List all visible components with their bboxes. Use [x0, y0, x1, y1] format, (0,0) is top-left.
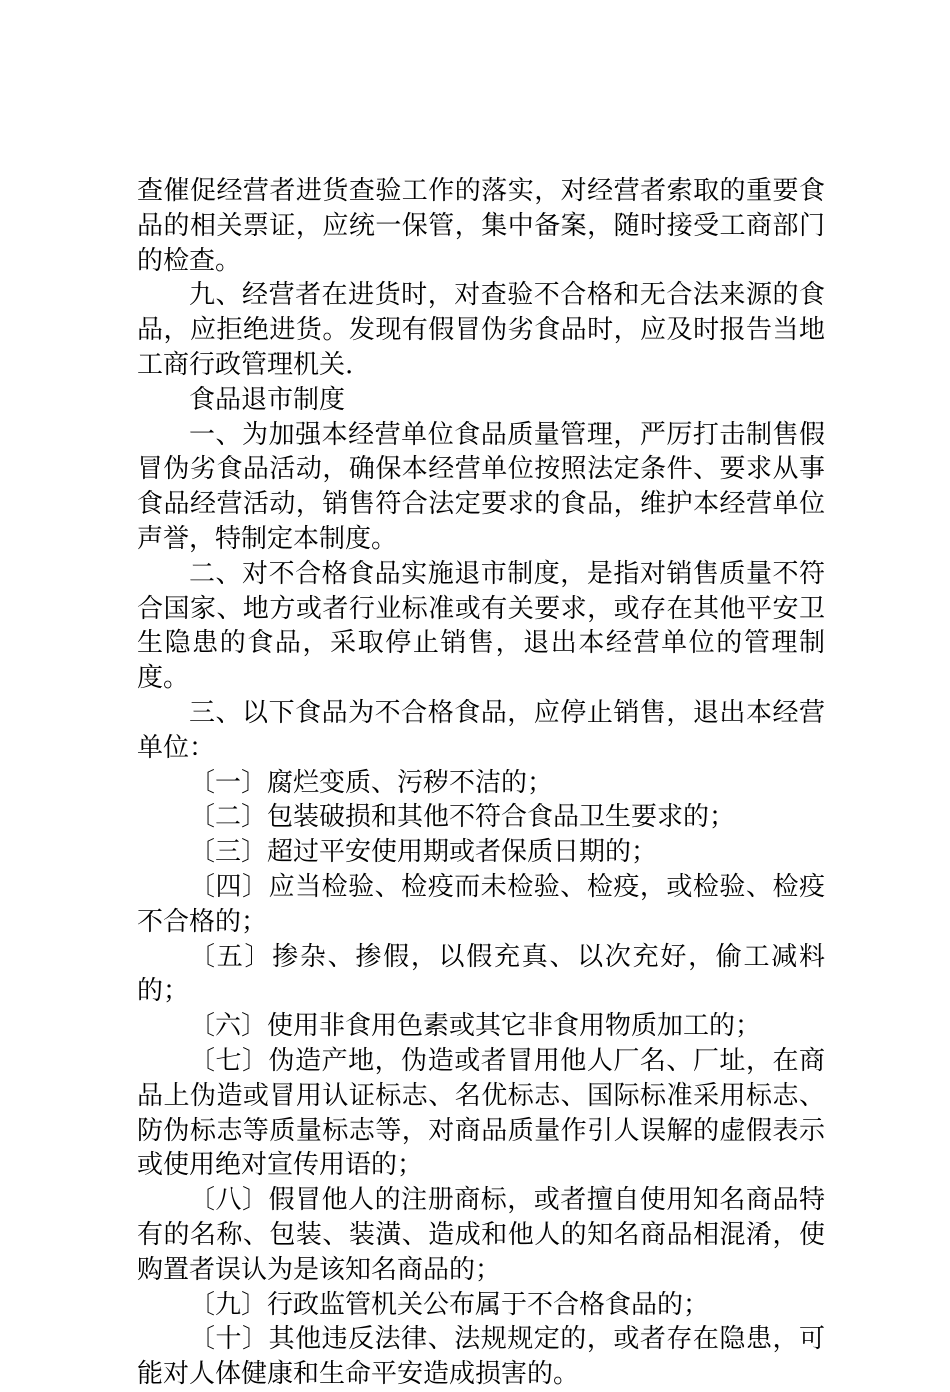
paragraph-clause-2: 二、对不合格食品实施退市制度，是指对销售质量不符合国家、地方或者行业标准或有关要求，或存在其他平安卫生隐患的食品，采取停止销售，退出本经营单位的管理制度。	[137, 558, 825, 694]
paragraph-clause-1: 一、为加强本经营单位食品质量管理，严厉打击制售假冒伪劣食品活动，确保本经营单位按照法定条件、要求从事食品经营活动，销售符合法定要求的食品，维护本经营单位声誉，特制定本制度。	[137, 419, 825, 554]
paragraph-continuation: 查催促经营者进货查验工作的落实，对经营者索取的重要食品的相关票证，应统一保管，集中备案，随时接受工商部门的检查。	[137, 176, 825, 276]
list-item-10: 〔十〕其他违反法律、法规规定的，或者存在隐患，可能对人体健康和生命平安造成损害的。	[137, 1324, 825, 1390]
list-item-8: 〔八〕假冒他人的注册商标，或者擅自使用知名商品特有的名称、包装、装潢、造成和他人的知名商品相混淆，使购置者误认为是该知名商品的；	[137, 1185, 825, 1285]
list-item-4: 〔四〕应当检验、检疫而未检验、检疫，或检验、检疫不合格的；	[137, 871, 825, 937]
paragraph-item-9: 九、经营者在进货时，对查验不合格和无合法来源的食品，应拒绝进货。发现有假冒伪劣食品时，应及时报告当地工商行政管理机关.	[137, 280, 825, 380]
paragraph-clause-3: 三、以下食品为不合格食品，应停止销售，退出本经营单位：	[137, 697, 825, 763]
list-item-7: 〔七〕伪造产地，伪造或者冒用他人厂名、厂址，在商品上伪造或冒用认证标志、名优标志、国际标准采用标志、防伪标志等质量标志等，对商品质量作引人误解的虚假表示或使用绝对宣传用语的；	[137, 1045, 825, 1181]
list-item-9: 〔九〕行政监管机关公布属于不合格食品的；	[189, 1289, 710, 1320]
list-item-3: 〔三〕超过平安使用期或者保质日期的；	[189, 837, 658, 868]
document-body	[137, 174, 825, 1392]
list-item-1: 〔一〕腐烂变质、污秽不洁的；	[189, 767, 554, 798]
list-item-5: 〔五〕掺杂、掺假，以假充真、以次充好，偷工减料的；	[137, 941, 825, 1007]
section-heading: 食品退市制度	[189, 384, 346, 415]
list-item-6: 〔六〕使用非食用色素或其它非食用物质加工的；	[189, 1011, 762, 1042]
list-item-2: 〔二〕包装破损和其他不符合食品卫生要求的；	[189, 802, 736, 833]
